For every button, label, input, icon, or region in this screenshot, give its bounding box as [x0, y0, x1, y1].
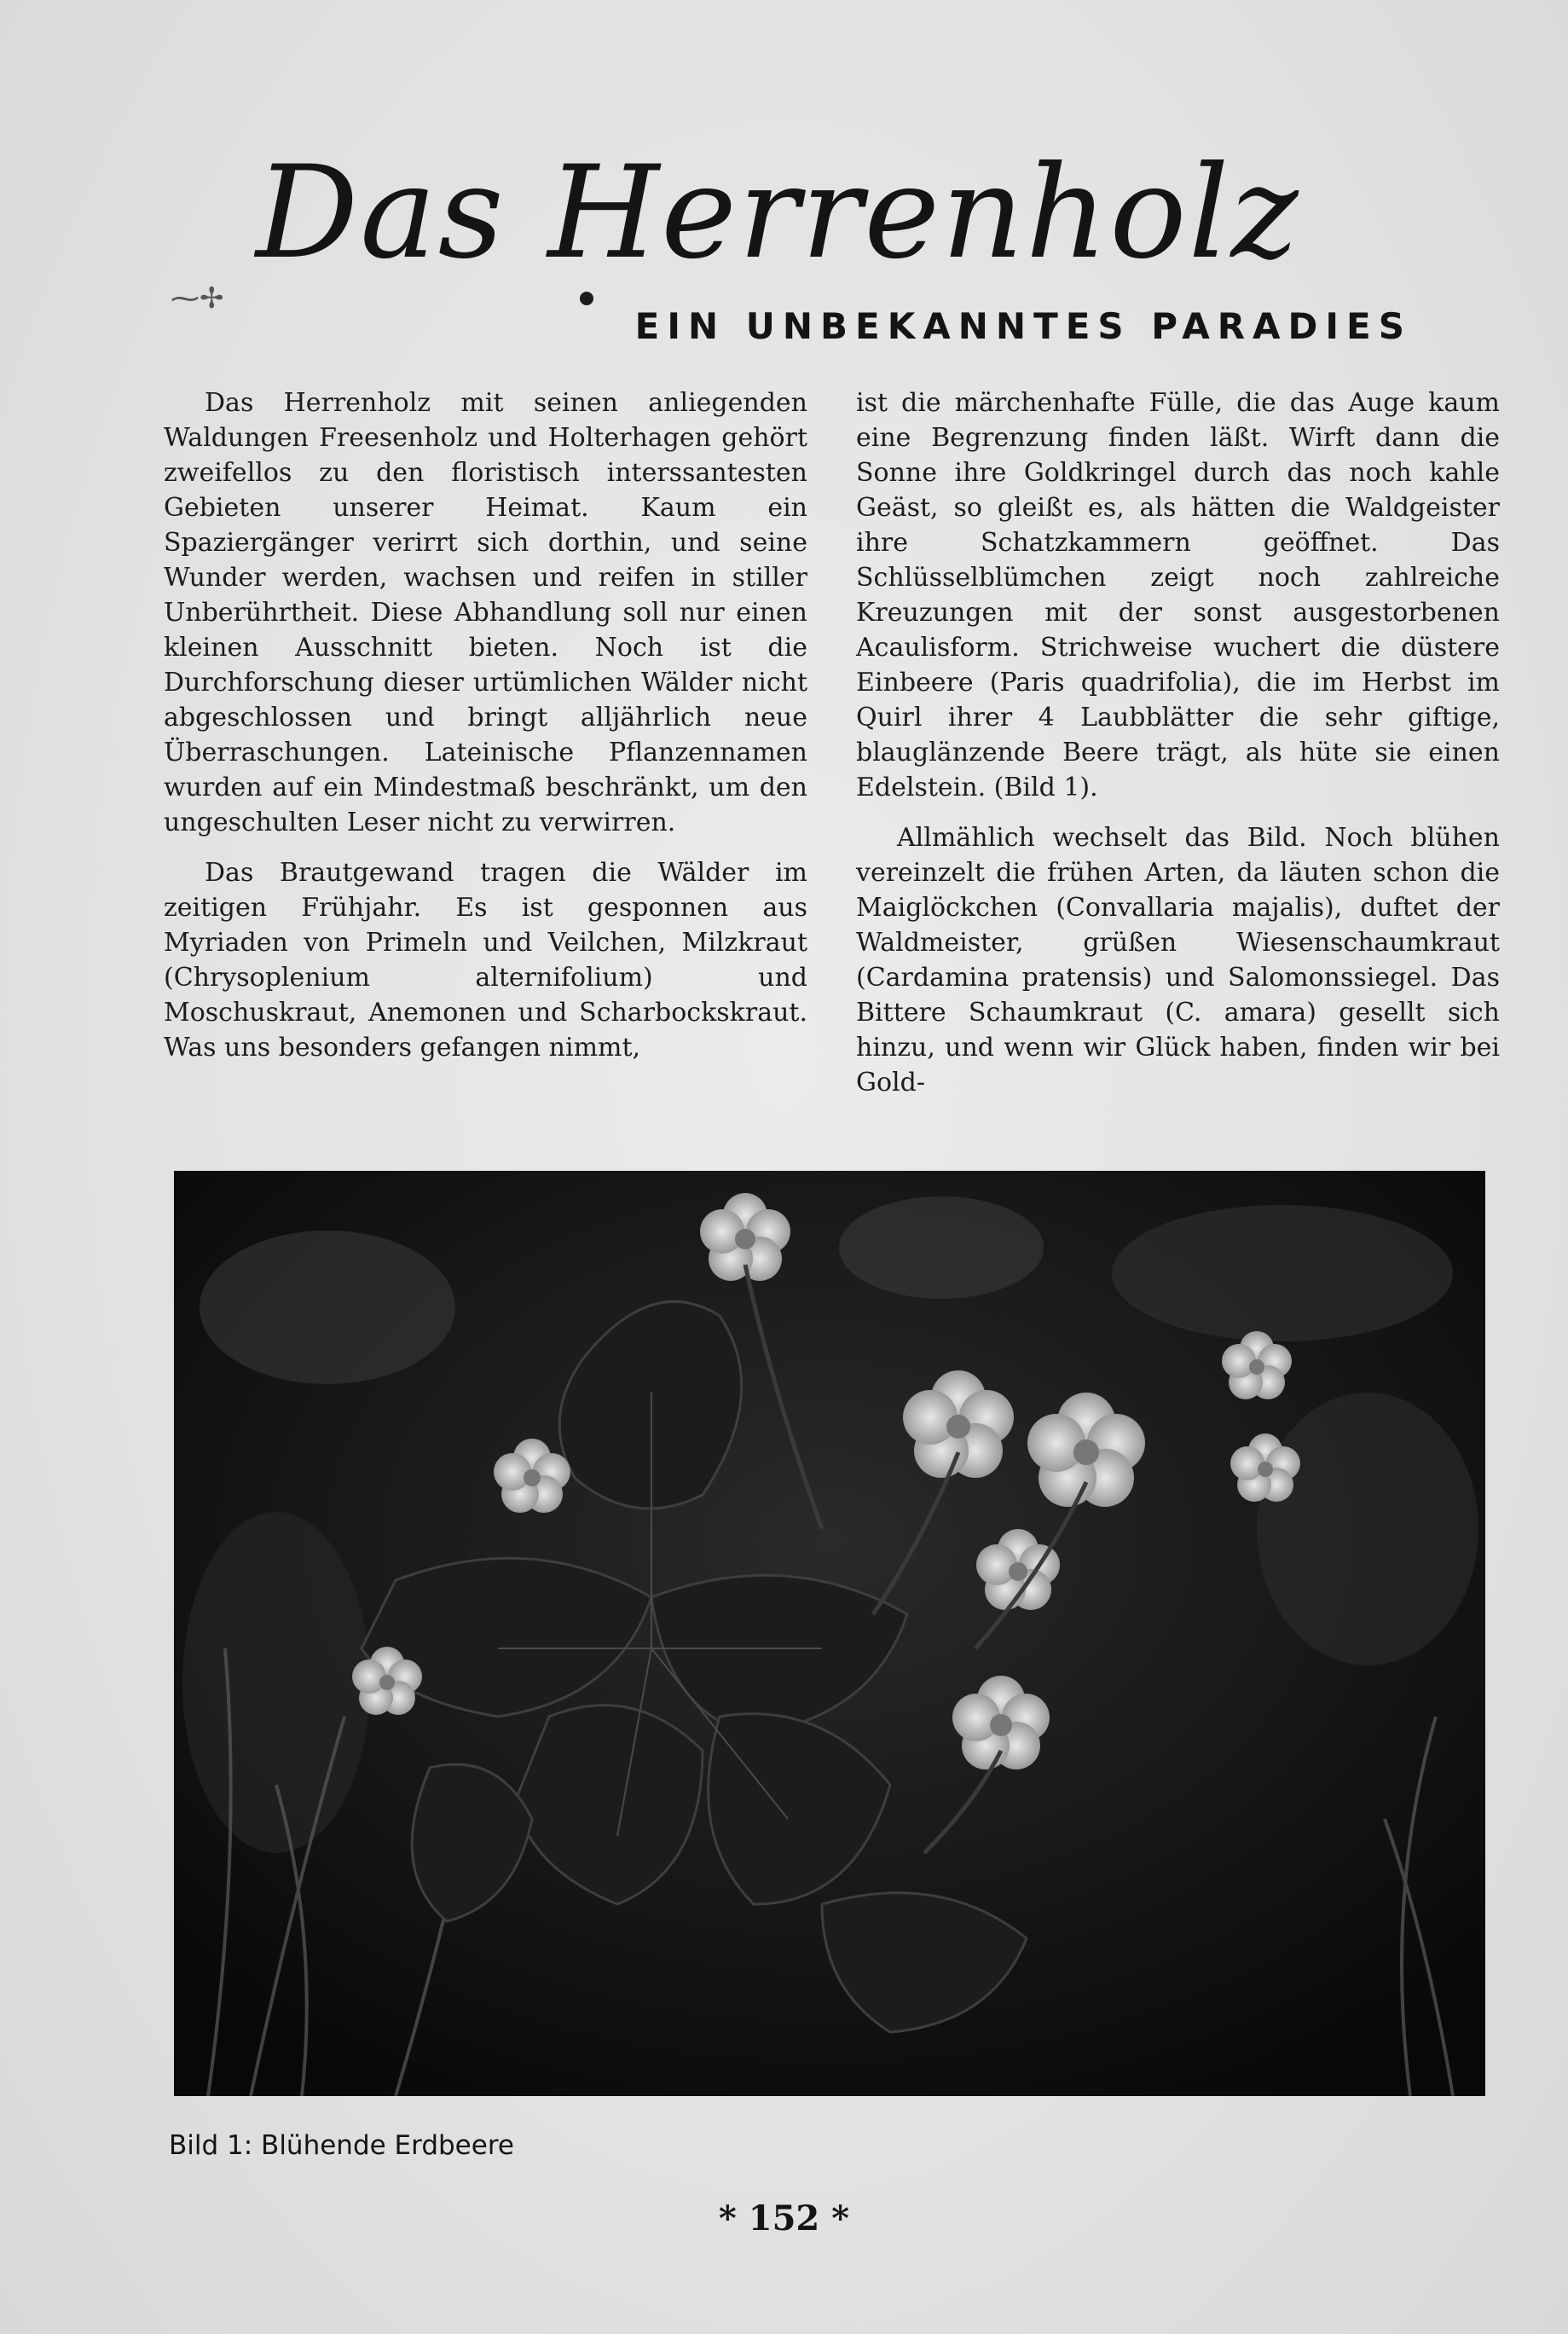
article-subtitle: EIN UNBEKANNTES PARADIES: [634, 305, 1412, 347]
paragraph: Allmählich wechselt das Bild. Noch blühen vereinzelt die frühen Arten, da läuten schon die Maiglöckchen (Convallaria majalis), duftet der Waldmeister, grüßen Wiesenschaumkraut (Cardamina pratensis) und Salomonssiegel. Das Bittere Schaumkraut (C. amara) gesellt sich hinzu, und wenn wir Glück haben, finden wir bei Gold-: [856, 823, 1500, 1098]
ornament-flourish: ⁓✢: [171, 281, 224, 316]
figure-caption: Bild 1: Blühende Erdbeere: [169, 2130, 514, 2161]
paragraph: Das Herrenholz mit seinen anliegenden Waldungen Freesenholz und Holterhagen gehört zweifellos zu den floristisch interssantesten Gebieten unserer Heimat. Kaum ein Spaziergänger verirrt sich dorthin, und seine Wunder werden, wachsen und reifen in stiller Unberührtheit. Diese Abhandlung soll nur einen kleinen Ausschnitt bieten. Noch ist die Durchforschung dieser urtümlichen Wälder nicht abgeschlossen und bringt alljährlich neue Überraschungen. Lateinische Pflanzennamen wurden auf ein Mindestmaß beschränkt, um den ungeschulten Leser nicht zu verwirren.: [164, 388, 807, 837]
photo-flowering-strawberry: [174, 1171, 1485, 2096]
page-number: * 152 *: [718, 2198, 850, 2238]
paragraph: ist die märchenhafte Fülle, die das Auge kaum eine Begrenzung finden läßt. Wirft dann die Sonne ihre Goldkringel durch das noch kahle Geäst, so gleißt es, als hätten die Waldgeister ihre Schatzkammern geöffnet. Das Schlüsselblümchen zeigt noch zahlreiche Kreuzungen mit der sonst ausgestorbenen Acaulisform. Strichweise wuchert die düstere Einbeere (Paris quadrifolia), die im Herbst im Quirl ihrer 4 Laubblätter die sehr giftige, blauglänzende Beere trägt, als hüte sie einen Edelstein. (Bild 1).: [856, 388, 1500, 802]
photo-illustration: [174, 1171, 1485, 2096]
paragraph: Das Brautgewand tragen die Wälder im zeitigen Frühjahr. Es ist gesponnen aus Myriaden von Primeln und Veilchen, Milzkraut (Chrysoplenium alternifolium) und Moschuskraut, Anemonen und Scharbockskraut. Was uns besonders gefangen nimmt,: [164, 858, 807, 1063]
text-column-right: [856, 385, 1500, 1115]
text-column-left: [164, 385, 807, 1080]
bullet-dot-icon: [580, 292, 593, 305]
article-title: Das Herrenholz: [256, 139, 1300, 287]
